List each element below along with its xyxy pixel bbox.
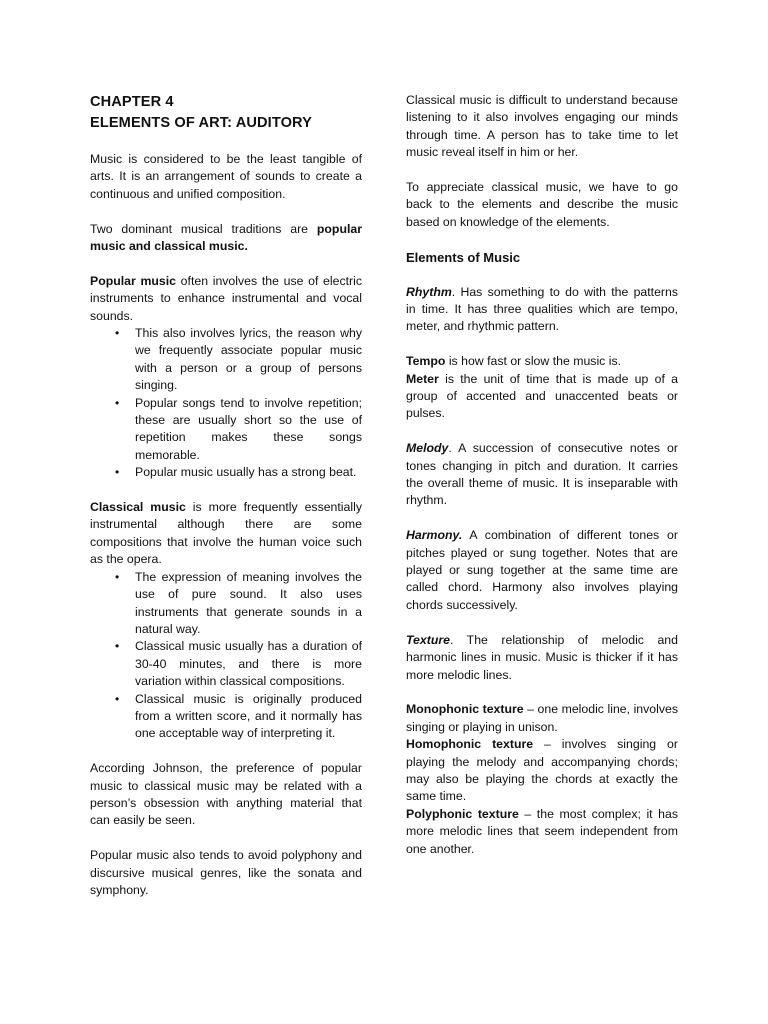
list-item [115,638,362,690]
elements-heading: Elements of Music [406,249,521,265]
classical-paragraph [90,499,362,569]
melody-term: Melody [406,441,449,456]
classical-difficult-paragraph: Classical music is difficult to understand because listening to it also involves engaging our minds through time. A person has to take time to let music reveal itself in him or her. [406,93,678,160]
intro-paragraph: Music is considered to be the least tangible of arts. It is an arrangement of sounds to create a continuous and unified composition. [90,152,362,201]
monophonic-paragraph [406,701,678,736]
chapter-title: ELEMENTS OF ART: AUDITORY [90,115,312,131]
harmony-term: Harmony. [406,528,463,543]
list-item [115,569,362,639]
meter-desc: is the unit of time that is made up of a group of accented and unaccented beats or pulses. [406,371,678,421]
bullet-text: Popular songs tend to involve repetition; these are usually short so the use of repetition makes these songs memorable. [135,395,362,462]
list-item [115,691,362,743]
list-item [115,464,362,481]
meter-term: Meter [406,371,439,386]
classical-bullet-list [90,569,362,743]
polyphonic-paragraph [406,806,678,858]
texture-paragraph [406,632,678,684]
homophonic-term: Homophonic texture [406,737,534,752]
polyphonic-term: Polyphonic texture [406,806,519,821]
bullet-icon: • [115,395,120,410]
homophonic-paragraph [406,736,678,806]
chapter-number: CHAPTER 4 [90,94,174,110]
traditions-text: Two dominant musical traditions are [90,221,317,236]
meter-paragraph [406,371,678,423]
rhythm-paragraph [406,284,678,336]
harmony-paragraph [406,527,678,614]
bullet-text: Classical music is originally produced from a written score, and it normally has one acceptable way of interpreting it. [135,691,362,741]
bullet-icon: • [115,691,120,706]
rhythm-desc: . Has something to do with the patterns in time. It has three qualities which are tempo, meter, and rhythmic pattern. [406,284,678,334]
appreciate-paragraph: To appreciate classical music, we have to go back to the elements and describe the music based on knowledge of the elements. [406,180,678,229]
polyphonic-desc: – the most complex; it has more melodic lines that seem independent from one another. [406,806,678,856]
rhythm-term: Rhythm [406,284,452,299]
homophonic-desc: – involves singing or playing the melody and accompanying chords; may also be playing the chords at exactly the same time. [406,737,678,804]
bullet-icon: • [115,639,120,654]
popular-term: Popular music [90,273,176,288]
texture-term: Texture [406,632,450,647]
tempo-paragraph [406,353,678,370]
classical-term: Classical music [90,500,186,515]
melody-paragraph [406,440,678,510]
monophonic-desc: – one melodic line, involves singing or playing in unison. [406,702,679,734]
popular-desc: often involves the use of electric instruments to enhance instrumental and vocal sounds. [90,273,362,323]
popular-paragraph [90,273,362,325]
list-item [115,325,362,395]
bullet-text: The expression of meaning involves the use of pure sound. It also uses instruments that generate sounds in a natural way. [135,569,362,636]
johnson-paragraph: According Johnson, the preference of popular music to classical music may be related with a person’s obsession with anything material that can easily be seen. [90,761,362,828]
texture-desc: . The relationship of melodic and harmonic lines in music. Music is thicker if it has more melodic lines. [406,632,678,682]
tempo-term: Tempo [406,354,446,369]
polyphony-paragraph: Popular music also tends to avoid polyphony and discursive musical genres, like the sonata and symphony. [90,848,362,897]
list-item [115,395,362,465]
bullet-icon: • [115,465,120,480]
bullet-icon: • [115,569,120,584]
left-column [90,92,362,917]
traditions-paragraph [90,221,362,256]
harmony-desc: A combination of different tones or pitches played or sung together. Notes that are played or sung together at the same time are called chord. Harmony also involves playing chords successively. [406,528,678,612]
bullet-text: This also involves lyrics, the reason why we frequently associate popular music with a person or a group of persons singing. [135,326,362,393]
popular-bullet-list [90,325,362,482]
bullet-icon: • [115,326,120,341]
traditions-bold: popular music and classical music. [90,221,362,254]
bullet-text: Classical music usually has a duration of 30-40 minutes, and there is more variation within classical compositions. [135,639,362,689]
monophonic-term: Monophonic texture [406,702,524,717]
bullet-text: Popular music usually has a strong beat. [135,465,357,480]
tempo-desc: is how fast or slow the music is. [445,354,622,369]
chapter-heading [90,92,362,134]
right-column [406,92,678,875]
melody-desc: . A succession of consecutive notes or tones changing in pitch and duration. It carries the overall theme of music. It is inseparable with rhythm. [406,441,678,508]
classical-desc: is more frequently essentially instrumental although there are some compositions that involve the human voice such as the opera. [90,500,362,567]
